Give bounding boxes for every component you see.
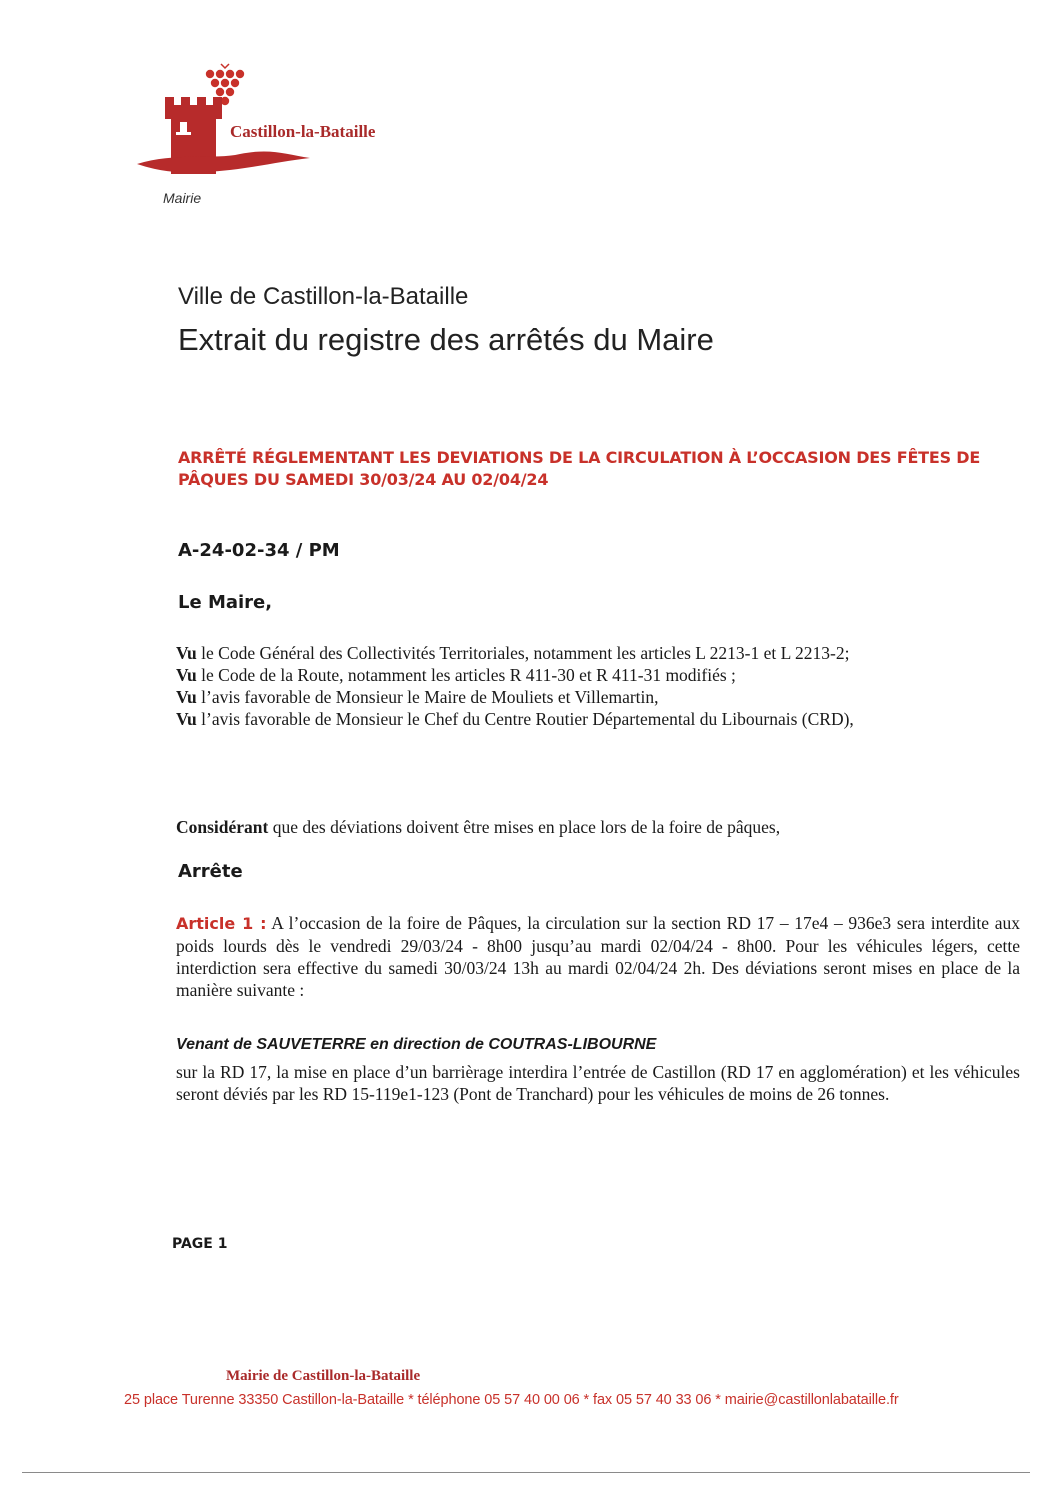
- page-number: PAGE 1: [172, 1236, 228, 1252]
- article-1-text: A l’occasion de la foire de Pâques, la circulation sur la section RD 17 – 17e4 – 936e3 sera interdite aux poids lourds dès le vendredi 29/03/24 - 8h00 jusqu’au mardi 02/04/24 - 8h00. Pour les véhicules légers, cette interdiction sera effective du samedi 30/03/24 13h au mardi 02/04/24 2h. Des déviations seront mises en place de la manière suivante :: [176, 913, 1020, 1000]
- arrete-heading: Arrête: [178, 861, 243, 882]
- le-maire-heading: Le Maire,: [178, 592, 273, 613]
- article-1: [176, 912, 1020, 1001]
- footer-title: Mairie de Castillon-la-Bataille: [226, 1368, 421, 1384]
- vu-item: Vu le Code de la Route, notamment les articles R 411-30 et R 411-31 modifiés ;: [176, 665, 736, 685]
- vu-item: Vu l’avis favorable de Monsieur le Maire de Mouliets et Villemartin,: [176, 687, 659, 707]
- register-title: Extrait du registre des arrêtés du Maire: [178, 322, 714, 357]
- decree-title: ARRÊTÉ RÉGLEMENTANT LES DEVIATIONS DE LA CIRCULATION À L’OCCASION DES FÊTES DE PÂQUES DU SAMEDI 30/03/24 AU 02/04/24: [178, 448, 981, 489]
- route-subheading: Venant de SAUVETERRE en direction de COUTRAS-LIBOURNE: [176, 1036, 657, 1053]
- article-1-label: Article 1 :: [176, 914, 267, 933]
- route-paragraph: sur la RD 17, la mise en place d’un barrièrage interdira l’entrée de Castillon (RD 17 en agglomération) et les véhicules seront déviés par les RD 15-119e1-123 (Pont de Tranchard) pour les véhicules de moins de 26 tonnes.: [176, 1062, 1020, 1104]
- logo-sub: Mairie: [163, 190, 202, 206]
- bottom-rule: [22, 1472, 1030, 1473]
- footer-address: 25 place Turenne 33350 Castillon-la-Bataille * téléphone 05 57 40 00 06 * fax 05 57 40 33 06 * mairie@castillonlabataille.fr: [124, 1392, 899, 1408]
- logo-name: Castillon-la-Bataille: [230, 122, 376, 141]
- decree-reference: A-24-02-34 / PM: [178, 540, 340, 561]
- town-title: Ville de Castillon-la-Bataille: [178, 283, 469, 310]
- vu-list: [176, 642, 1020, 730]
- vu-item: Vu l’avis favorable de Monsieur le Chef du Centre Routier Départemental du Libournais (CRD),: [176, 709, 854, 729]
- considerant-paragraph: Considérant que des déviations doivent être mises en place lors de la foire de pâques,: [176, 817, 781, 837]
- vu-item: Vu le Code Général des Collectivités Territoriales, notamment les articles L 2213-1 et L 2213-2;: [176, 643, 850, 663]
